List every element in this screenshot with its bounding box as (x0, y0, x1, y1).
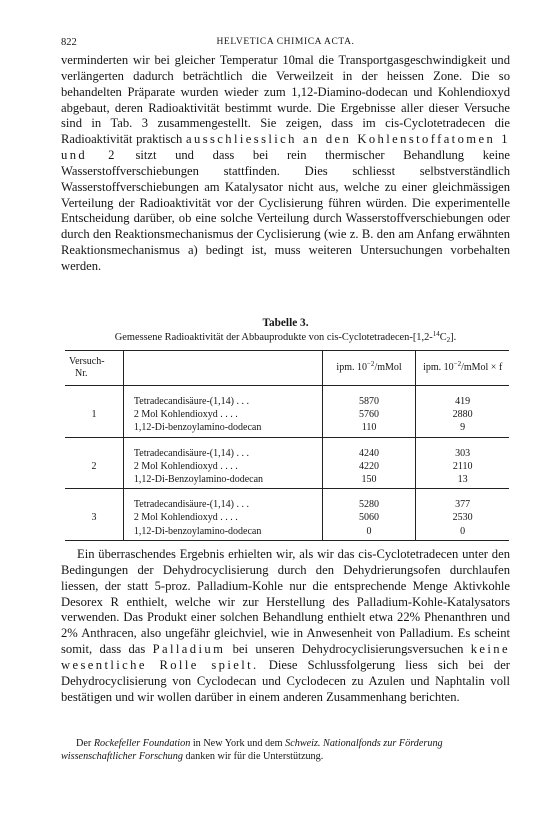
header-ipmf-pre: ipm. 10 (423, 362, 454, 374)
table-row (65, 421, 509, 437)
cell-ipm: 4220 (322, 460, 416, 473)
cell-substance: Tetradecandisäure-(1,14) . . . (123, 437, 322, 460)
cell-versuch-nr (65, 437, 123, 460)
header-nr-label: Nr. (75, 368, 88, 379)
cell-versuch-nr (65, 473, 123, 489)
table-row (65, 460, 509, 473)
header-ipmf-post: /mMol × f (461, 362, 503, 374)
radioactivity-table (65, 350, 509, 541)
header-ipm (322, 351, 416, 386)
subcaption-pre: Gemessene Radioaktivität der Abbauprodukte von cis-Cyclotetradecen-[1,2- (114, 332, 433, 343)
header-ipmf-exp: −2 (453, 360, 462, 369)
table-row (65, 386, 509, 409)
cell-substance: 2 Mol Kohlendioxyd . . . . (123, 511, 322, 524)
header-ipm-post: /mMol (374, 362, 402, 374)
p2-text-c: Diese Schlussfolgerung liess sich bei der Dehydrocyclisierung von Cyclodecan und Cyclodecen zu Azulen und Naphtalin voll bestätigen und wir wollen darüber in einem anderen Zusammenhang berichten. (61, 657, 510, 704)
cell-versuch-nr (65, 421, 123, 437)
header-versuch-nr (65, 351, 123, 386)
table-header-row (65, 351, 509, 386)
table-row (65, 489, 509, 512)
cell-versuch-nr: 3 (91, 512, 97, 524)
table-subcaption (61, 332, 510, 343)
cell-versuch-nr: 2 (91, 460, 97, 472)
acknowledgement-footnote (61, 737, 510, 763)
cell-versuch-nr (65, 525, 123, 541)
cell-ipm-f: 13 (416, 473, 509, 489)
table-row (65, 408, 509, 421)
cell-substance: 1,12-Di-benzoylamino-dodecan (123, 421, 322, 437)
cell-substance: Tetradecandisäure-(1,14) . . . (123, 489, 322, 512)
table-row (65, 437, 509, 460)
cell-ipm: 110 (322, 421, 416, 437)
foot-rockefeller: Rockefeller Foundation (93, 738, 191, 749)
cell-ipm-f: 2110 (416, 460, 509, 473)
cell-versuch-nr (65, 489, 123, 512)
cell-ipm-f: 9 (416, 421, 509, 437)
table-caption: Tabelle 3. (262, 317, 309, 329)
header-ipm-pre: ipm. 10 (336, 362, 367, 374)
p1-text-b: sitzt und dass bei rein thermischer Behandlung keine Wasserstoffverschiebungen stattfinden. Dies schliesst selbstverständlich Wasserstoffverschiebungen am Katalysator nicht aus, welche zu einer gleichmässigen Verteilung der Radioaktivität vor der Cyclisierung führen würden. Die experimentelle Entscheidung darüber, ob eine solche Verteilung durch Wasserstoffverschiebungen oder durch den Reaktionsmechanismus der Cyclisierung (wie z. B. den am Anfang erwähnten Reaktionsmechanismus a) bedingt ist, muss weiteren Untersuchungen vorbehalten werden. (61, 148, 510, 273)
cell-ipm: 4240 (322, 437, 416, 460)
table-row (65, 525, 509, 541)
foot-mid: in New York und dem (192, 738, 283, 749)
journal-title: HELVETICA CHIMICA ACTA. (216, 37, 355, 47)
table-row (65, 473, 509, 489)
p2-spaced-palladium: Palladium (152, 642, 226, 657)
cell-ipm: 0 (322, 525, 416, 541)
cell-ipm-f: 2880 (416, 408, 509, 421)
cell-substance: Tetradecandisäure-(1,14) . . . (123, 386, 322, 409)
cell-ipm: 5060 (322, 511, 416, 524)
foot-nationalfonds: Schweiz. Nationalfonds zur Förderung wissenschaftlicher Forschung (61, 738, 443, 762)
table-body (65, 386, 509, 541)
subcaption-post: ]. (450, 332, 457, 343)
cell-ipm-f: 0 (416, 525, 509, 541)
header-ipm-f (416, 351, 509, 386)
header-ipm-exp: −2 (366, 360, 375, 369)
paragraph-2 (61, 547, 510, 705)
cell-ipm: 5760 (322, 408, 416, 421)
cell-substance: 2 Mol Kohlendioxyd . . . . (123, 460, 322, 473)
cell-substance: 2 Mol Kohlendioxyd . . . . (123, 408, 322, 421)
foot-pre: Der (76, 738, 92, 749)
cell-ipm-f: 419 (416, 386, 509, 409)
header-versuch-label: Versuch- (69, 356, 105, 367)
page-number: 822 (61, 37, 77, 48)
cell-versuch-nr (65, 386, 123, 409)
subcaption-isotope: 14 (432, 330, 440, 338)
cell-ipm: 150 (322, 473, 416, 489)
cell-ipm-f: 2530 (416, 511, 509, 524)
p1-text-a: verminderten wir bei gleicher Temperatur 10mal die Transportgasgeschwindigkeit und verlängerten dadurch beträchtlich die Verweilzeit in der heissen Zone. Die so behandelten Präparate wurden wieder zum 1,12-Diamino-dodecan und Kohlendioxyd abgebaut, deren Radioaktivität bestimmt wurde. Die Ergebnisse aller dieser Versuche sind in Tab. 3 zusammengestellt. Sie zeigen, dass im cis-Cyclotetradecen die Radioaktivität praktisch (61, 53, 510, 147)
p1-spaced-emphasis: ausschliesslich an den Kohlenstoffatomen 1 und 2 (61, 132, 510, 163)
header-substance (123, 351, 322, 386)
cell-ipm: 5280 (322, 489, 416, 512)
paragraph-1 (61, 53, 510, 275)
p2-text-b: bei unseren Dehydrocyclisierungsversuchen (232, 642, 464, 657)
table-row (65, 511, 509, 524)
cell-ipm: 5870 (322, 386, 416, 409)
subcaption-count: 2 (446, 336, 451, 344)
cell-versuch-nr: 1 (91, 409, 97, 421)
subcaption-element: C (439, 332, 447, 343)
cell-ipm-f: 377 (416, 489, 509, 512)
p2-text-a: Ein überraschendes Ergebnis erhielten wir, als wir das cis-Cyclotetradecen unter den Bedingungen der Dehydrocyclisierung durch den Dehydrierungsofen durchlaufen liessen, der statt 5-proz. Palladium-Kohle nur die entsprechende Menge Aktivkohle Desorex R enthielt, welche wir zur Herstellung des Palladium-Kohle-Katalysators verwenden. Das Produkt einer solchen Behandlung enthielt etwa 22% Phenanthren und 2% Anthracen, also ungefähr gleichviel, wie in Anwesenheit von Palladium. Es scheint somit, dass das (61, 547, 510, 657)
p2-spaced-emphasis: keine wesentliche Rolle spielt. (61, 642, 510, 672)
cell-substance: 1,12-Di-Benzoylamino-dodecan (123, 473, 322, 489)
running-header (61, 37, 510, 51)
cell-substance: 1,12-Di-benzoylamino-dodecan (123, 525, 322, 541)
cell-ipm-f: 303 (416, 437, 509, 460)
foot-post: danken wir für die Unterstützung. (185, 751, 324, 762)
